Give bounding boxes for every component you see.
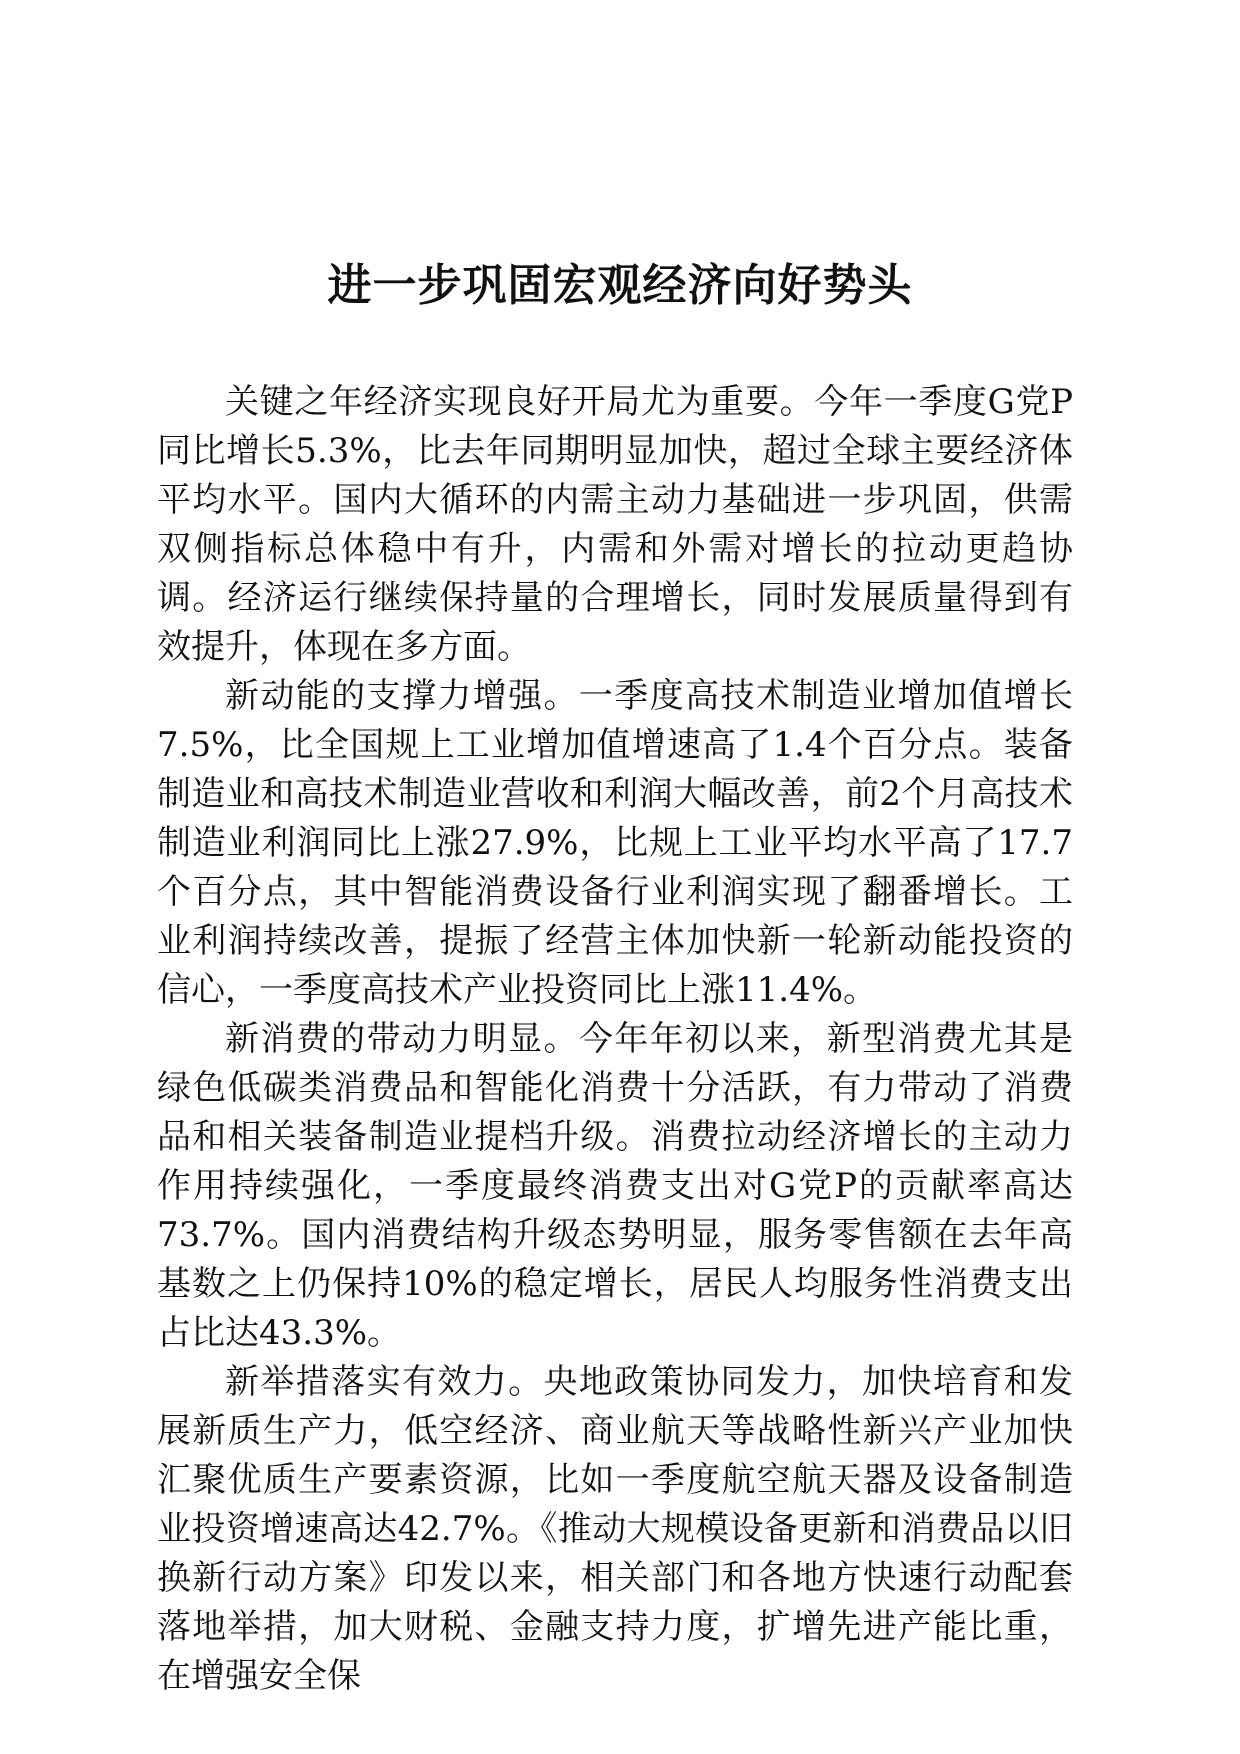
document-body [157,378,1073,1701]
paragraph-intro: 关键之年经济实现良好开局尤为重要。今年一季度G党P同比增长5.3%，比去年同期明显加快，超过全球主要经济体平均水平。国内大循环的内需主动力基础进一步巩固，供需双侧指标总体稳中有升，内需和外需对增长的拉动更趋协调。经济运行继续保持量的合理增长，同时发展质量得到有效提升，体现在多方面。 [157,382,1073,667]
paragraph-new-consumption: 新消费的带动力明显。今年年初以来，新型消费尤其是绿色低碳类消费品和智能化消费十分活跃，有力带动了消费品和相关装备制造业提档升级。消费拉动经济增长的主动力作用持续强化，一季度最终消费支出对G党P的贡献率高达73.7%。国内消费结构升级态势明显，服务零售额在去年高基数之上仍保持10%的稳定增长，居民人均服务性消费支出占比达43.3%。 [157,1019,1073,1353]
document-title: 进一步巩固宏观经济向好势头 [327,260,913,311]
paragraph-new-momentum: 新动能的支撑力增强。一季度高技术制造业增加值增长7.5%，比全国规上工业增加值增速高了1.4个百分点。装备制造业和高技术制造业营收和利润大幅改善，前2个月高技术制造业利润同比上涨27.9%，比规上工业平均水平高了17.7个百分点，其中智能消费设备行业利润实现了翻番增长。工业利润持续改善，提振了经营主体加快新一轮新动能投资的信心，一季度高技术产业投资同比上涨11.4%。 [157,676,1073,1010]
paragraph-new-measures: 新举措落实有效力。央地政策协同发力，加快培育和发展新质生产力，低空经济、商业航天等战略性新兴产业加快汇聚优质生产要素资源，比如一季度航空航天器及设备制造业投资增速高达42.7%。《推动大规模设备更新和消费品以旧换新行动方案》印发以来，相关部门和各地方快速行动配套落地举措，加大财税、金融支持力度，扩增先进产能比重，在增强安全保 [157,1362,1073,1696]
